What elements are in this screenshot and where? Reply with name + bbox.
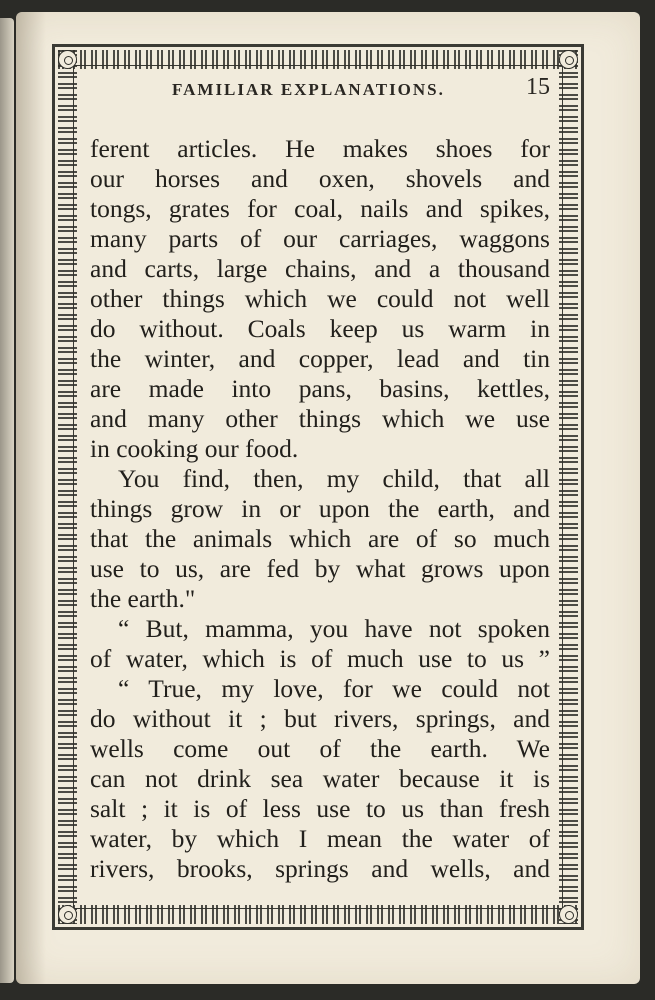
body-text: [90, 134, 550, 884]
text-line: and carts, large chains, and a thousand: [90, 254, 550, 283]
text-line: can not drink sea water because it is: [90, 764, 550, 793]
text-line: You find, then, my child, that all: [118, 464, 550, 493]
text-line: use to us, are fed by what grows upon: [90, 554, 550, 583]
text-line: ferent articles. He makes shoes for: [90, 134, 550, 163]
text-line: many parts of our carriages, waggons: [90, 224, 550, 253]
border-band-top: [58, 50, 578, 69]
text-line: things grow in or upon the earth, and: [90, 494, 550, 523]
border-corner-rosette: [58, 905, 77, 924]
text-line: wells come out of the earth. We: [90, 734, 550, 763]
running-head: [90, 74, 552, 104]
border-band-left: [58, 50, 77, 924]
text-line: tongs, grates for coal, nails and spikes,: [90, 194, 550, 223]
text-line: that the animals which are of so much: [90, 524, 550, 553]
spine-shadow: [16, 12, 46, 984]
text-line: the winter, and copper, lead and tin: [90, 344, 550, 373]
text-line: rivers, brooks, springs and wells, and: [90, 854, 550, 883]
text-line: in cooking our food.: [90, 434, 299, 463]
border-band-right: [559, 50, 578, 924]
text-line: are made into pans, basins, kettles,: [90, 374, 550, 403]
text-line: other things which we could not well: [90, 284, 550, 313]
border-band-bottom: [58, 905, 578, 924]
text-line: do without. Coals keep us warm in: [90, 314, 550, 343]
text-line: “ But, mamma, you have not spoken: [118, 614, 550, 643]
text-line: water, by which I mean the water of: [90, 824, 550, 853]
text-line: salt ; it is of less use to us than fresh: [90, 794, 550, 823]
text-line: of water, which is of much use to us ”: [90, 644, 550, 673]
page-number: 15: [526, 74, 550, 100]
text-line: the earth.": [90, 584, 196, 613]
running-title: FAMILIAR EXPLANATIONS.: [172, 80, 445, 99]
border-corner-rosette: [58, 50, 77, 69]
text-line: and many other things which we use: [90, 404, 550, 433]
border-corner-rosette: [559, 50, 578, 69]
text-line: our horses and oxen, shovels and: [90, 164, 550, 193]
text-line: do without it ; but rivers, springs, and: [90, 704, 550, 733]
border-corner-rosette: [559, 905, 578, 924]
text-line: “ True, my love, for we could not: [118, 674, 550, 703]
facing-page-edge: [0, 18, 14, 983]
